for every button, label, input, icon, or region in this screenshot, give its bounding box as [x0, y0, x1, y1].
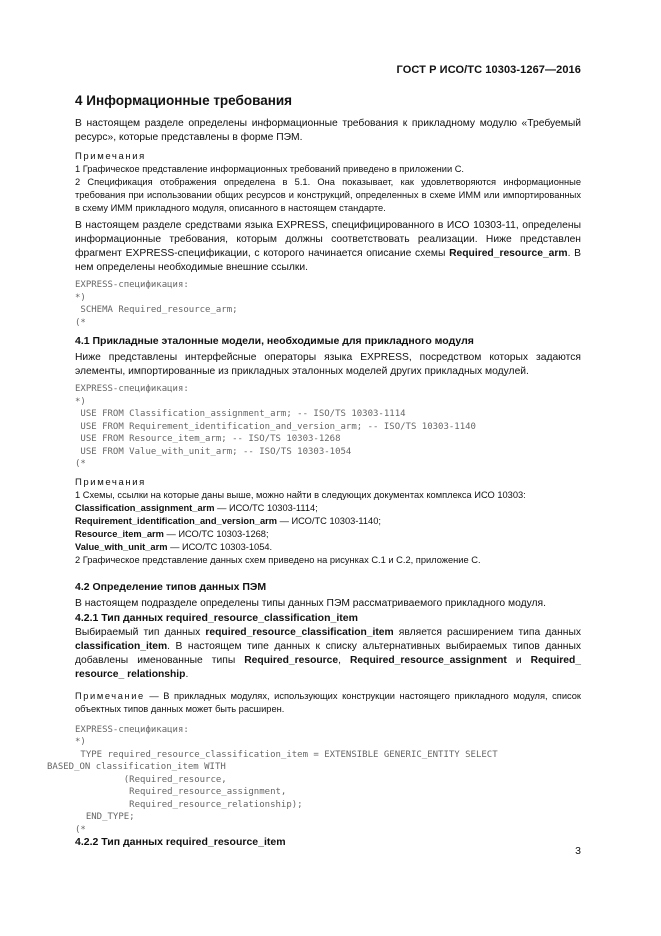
- code-line: (*: [75, 459, 86, 469]
- code-line: (Required_resource,: [75, 774, 227, 785]
- code-line: TYPE required_resource_classification_item = EXTENSIBLE GENERIC_ENTITY SELECT: [75, 749, 498, 760]
- code-line: (*: [75, 317, 86, 328]
- code-line: Required_resource_relationship);: [75, 799, 303, 810]
- section-4-2-title: 4.2 Определение типов данных ПЭМ: [75, 580, 267, 593]
- schema-ref: Value_with_unit_arm — ИСО/ТС 10303-1054.: [75, 541, 273, 552]
- code-line: USE FROM Value_with_unit_arm; -- ISO/TS 10303-1054: [75, 446, 352, 457]
- code-line: Required_resource_assignment,: [75, 787, 287, 797]
- code-line: *): [75, 396, 86, 407]
- document-id-header: ГОСТ Р ИСО/ТС 10303-1267—2016: [396, 64, 581, 76]
- page-number: 3: [575, 845, 581, 857]
- code-line: BASED_ON classification_item WITH: [47, 762, 226, 772]
- note-1: 1 Графическое представление информационных требований приведено в приложении С.: [75, 164, 465, 174]
- note: Примечание — В прикладных модулях, использующих конструкции настоящего прикладного модуля, список объектных типов данных может быть расширен.: [75, 690, 581, 714]
- schema-ref: Resource_item_arm — ИСО/ТС 10303-1268;: [75, 528, 269, 539]
- code-label: EXPRESS-спецификация:: [75, 384, 189, 394]
- section-4-2-1-paragraph: Выбираемый тип данных required_resource_classification_item является расширением типа данных classification_item. В настоящем типе данных к списку альтернативных выбираемых типов данных добавлены именованные типы Required_resource, Required_resource_assignment и Required_ resource_ relationship.: [75, 626, 581, 680]
- note-1: 1 Схемы, ссылки на которые даны выше, можно найти в следующих документах комплекса ИСО 10303:: [75, 489, 526, 500]
- code-line: (*: [75, 824, 86, 835]
- code-label: EXPRESS-спецификация:: [75, 280, 189, 290]
- code-line: USE FROM Resource_item_arm; -- ISO/TS 10303-1268: [75, 434, 341, 444]
- note-2: 2 Графическое представление данных схем приведено на рисунках С.1 и С.2, приложение С.: [75, 554, 481, 565]
- page-content: [47, 90, 582, 850]
- section-4-title: 4 Информационные требования: [75, 93, 293, 108]
- note-2: 2 Спецификация отображения определена в 5.1. Она показывает, как удовлетворяются информационные требования при использовании общих ресурсов и конструкций, определенных в схеме ИММ или импортированных в схему ИММ прикладного модуля, описанного в настоящем стандарте.: [75, 177, 581, 213]
- notes-heading: Примечания: [75, 476, 146, 488]
- notes-heading: Примечания: [75, 151, 146, 162]
- code-line: END_TYPE;: [75, 812, 135, 822]
- section-4-2-1-title: 4.2.1 Тип данных required_resource_classification_item: [75, 611, 358, 624]
- code-line: *): [75, 737, 86, 747]
- section-4-2-intro: В настоящем подразделе определены типы данных ПЭМ рассматриваемого прикладного модуля.: [75, 597, 546, 609]
- code-line: *): [75, 292, 86, 303]
- express-intro-paragraph: В настоящем разделе средствами языка EXPRESS, специфицированного в ИСО 10303-11, определены информационные требования, которым должны соответствовать реализации. Ниже представлен фрагмент EXPRESS-спецификации, с которого начинается описание схемы Required_resource_arm. В нем определены необходимые внешние ссылки.: [75, 220, 582, 273]
- section-4-1-title: 4.1 Прикладные эталонные модели, необходимые для прикладного модуля: [75, 335, 474, 347]
- code-line: USE FROM Requirement_identification_and_version_arm; -- ISO/TS 10303-1140: [75, 421, 476, 432]
- code-label: EXPRESS-спецификация:: [75, 724, 189, 735]
- schema-name: Required_resource_arm: [449, 248, 568, 259]
- schema-ref: Requirement_identification_and_version_arm — ИСО/ТС 10303-1140;: [75, 515, 381, 526]
- section-4-1-intro: Ниже представлены интерфейсные операторы языка EXPRESS, посредством которых задаются элементы, импортированные из прикладных эталонных моделей других прикладных модулей.: [75, 352, 581, 377]
- section-4-2-2-title: 4.2.2 Тип данных required_resource_item: [75, 836, 286, 848]
- section-4-intro: В настоящем разделе определены информационные требования к прикладному модулю «Требуемый ресурс», которые представлены в форме ПЭМ.: [75, 118, 581, 143]
- code-line: SCHEMA Required_resource_arm;: [75, 305, 238, 315]
- schema-ref: Classification_assignment_arm — ИСО/ТС 10303-1114;: [75, 502, 318, 513]
- code-line: USE FROM Classification_assignment_arm; -- ISO/TS 10303-1114: [75, 409, 406, 419]
